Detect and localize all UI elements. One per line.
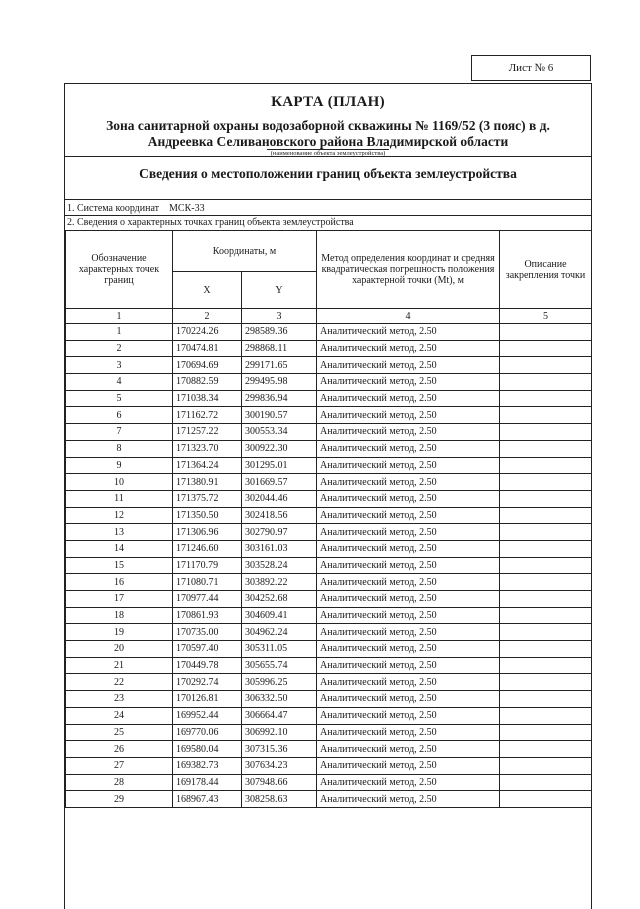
cell-y: 301295.01: [242, 457, 317, 474]
cell-point-number: 6: [66, 407, 173, 424]
table-row: [66, 324, 592, 341]
cell-x: 169952.44: [173, 707, 242, 724]
cell-y: 307315.36: [242, 741, 317, 758]
title-block: [65, 84, 591, 157]
sheet-number: [471, 55, 591, 81]
column-index-1: 1: [66, 309, 173, 324]
cell-y: 303161.03: [242, 540, 317, 557]
cell-x: 171170.79: [173, 557, 242, 574]
cell-y: 299495.98: [242, 374, 317, 391]
cell-method: Аналитический метод, 2.50: [317, 557, 500, 574]
cell-y: 304252.68: [242, 591, 317, 608]
cell-method: Аналитический метод, 2.50: [317, 540, 500, 557]
table-row: [66, 424, 592, 441]
document-frame: [64, 83, 592, 909]
cell-method: Аналитический метод, 2.50: [317, 507, 500, 524]
column-index-2: 2: [173, 309, 242, 324]
cell-y: 302790.97: [242, 524, 317, 541]
coordinate-system-value: МСК-33: [169, 203, 205, 214]
table-row: [66, 390, 592, 407]
column-header-description: Описание закрепления точки: [500, 231, 592, 309]
cell-point-number: 2: [66, 340, 173, 357]
cell-x: 171038.34: [173, 390, 242, 407]
cell-y: 300190.57: [242, 407, 317, 424]
cell-method: Аналитический метод, 2.50: [317, 657, 500, 674]
table-row: [66, 641, 592, 658]
cell-method: Аналитический метод, 2.50: [317, 390, 500, 407]
cell-method: Аналитический метод, 2.50: [317, 641, 500, 658]
cell-point-number: 4: [66, 374, 173, 391]
cell-y: 305996.25: [242, 674, 317, 691]
cell-point-number: 18: [66, 607, 173, 624]
object-name-caption: [65, 150, 591, 157]
object-name-line-1: Зона санитарной охраны водозаборной скважины № 1169/52 (3 пояс) в д.: [106, 118, 550, 133]
cell-description: [500, 424, 592, 441]
cell-x: 168967.43: [173, 791, 242, 808]
cell-x: 171257.22: [173, 424, 242, 441]
table-row: [66, 407, 592, 424]
section-header: [65, 157, 591, 200]
cell-point-number: 8: [66, 440, 173, 457]
cell-description: [500, 741, 592, 758]
cell-x: 171080.71: [173, 574, 242, 591]
cell-description: [500, 490, 592, 507]
cell-x: 170977.44: [173, 591, 242, 608]
cell-description: [500, 474, 592, 491]
cell-point-number: 25: [66, 724, 173, 741]
cell-x: 169580.04: [173, 741, 242, 758]
table-row: [66, 657, 592, 674]
cell-x: 169770.06: [173, 724, 242, 741]
cell-description: [500, 624, 592, 641]
cell-method: Аналитический метод, 2.50: [317, 574, 500, 591]
cell-x: 169382.73: [173, 757, 242, 774]
cell-method: Аналитический метод, 2.50: [317, 490, 500, 507]
cell-point-number: 20: [66, 641, 173, 658]
cell-method: Аналитический метод, 2.50: [317, 440, 500, 457]
column-header-method: Метод определения координат и средняя квадратическая погрешность положения характерной точки (Mt), м: [317, 231, 500, 309]
cell-method: Аналитический метод, 2.50: [317, 524, 500, 541]
column-index-3: 3: [242, 309, 317, 324]
cell-point-number: 9: [66, 457, 173, 474]
cell-description: [500, 507, 592, 524]
cell-x: 170694.69: [173, 357, 242, 374]
divider: [65, 215, 591, 216]
cell-description: [500, 557, 592, 574]
cell-method: Аналитический метод, 2.50: [317, 374, 500, 391]
cell-x: 170597.40: [173, 641, 242, 658]
document-title: КАРТА (ПЛАН): [271, 94, 385, 110]
cell-y: 300922.30: [242, 440, 317, 457]
cell-description: [500, 591, 592, 608]
cell-x: 171162.72: [173, 407, 242, 424]
cell-method: Аналитический метод, 2.50: [317, 407, 500, 424]
cell-point-number: 19: [66, 624, 173, 641]
table-row: [66, 774, 592, 791]
cell-method: Аналитический метод, 2.50: [317, 607, 500, 624]
sheet-number-label: Лист № 6: [508, 62, 554, 74]
cell-method: Аналитический метод, 2.50: [317, 340, 500, 357]
cell-method: Аналитический метод, 2.50: [317, 674, 500, 691]
cell-method: Аналитический метод, 2.50: [317, 791, 500, 808]
cell-description: [500, 324, 592, 341]
cell-description: [500, 757, 592, 774]
cell-point-number: 7: [66, 424, 173, 441]
cell-description: [500, 440, 592, 457]
cell-method: Аналитический метод, 2.50: [317, 324, 500, 341]
cell-y: 300553.34: [242, 424, 317, 441]
cell-description: [500, 674, 592, 691]
cell-method: Аналитический метод, 2.50: [317, 774, 500, 791]
cell-point-number: 21: [66, 657, 173, 674]
cell-x: 171323.70: [173, 440, 242, 457]
table-row: [66, 741, 592, 758]
cell-x: 171380.91: [173, 474, 242, 491]
cell-description: [500, 340, 592, 357]
cell-y: 302044.46: [242, 490, 317, 507]
cell-point-number: 15: [66, 557, 173, 574]
cell-y: 303892.22: [242, 574, 317, 591]
cell-x: 170474.81: [173, 340, 242, 357]
cell-description: [500, 774, 592, 791]
cell-y: 306992.10: [242, 724, 317, 741]
table-row: [66, 574, 592, 591]
table-row: [66, 674, 592, 691]
cell-method: Аналитический метод, 2.50: [317, 724, 500, 741]
cell-point-number: 29: [66, 791, 173, 808]
table-row: [66, 474, 592, 491]
cell-method: Аналитический метод, 2.50: [317, 424, 500, 441]
cell-y: 299171.65: [242, 357, 317, 374]
cell-x: 170449.78: [173, 657, 242, 674]
cell-description: [500, 390, 592, 407]
table-row: [66, 457, 592, 474]
cell-x: 171306.96: [173, 524, 242, 541]
cell-x: 171375.72: [173, 490, 242, 507]
cell-x: 170126.81: [173, 691, 242, 708]
cell-description: [500, 457, 592, 474]
cell-method: Аналитический метод, 2.50: [317, 357, 500, 374]
cell-y: 305311.05: [242, 641, 317, 658]
cell-y: 304609.41: [242, 607, 317, 624]
cell-point-number: 17: [66, 591, 173, 608]
table-row: [66, 524, 592, 541]
object-name-caption-text: (наименование объекта землеустройства): [267, 149, 390, 157]
cell-method: Аналитический метод, 2.50: [317, 741, 500, 758]
cell-x: 170735.00: [173, 624, 242, 641]
column-header-x: X: [173, 272, 242, 309]
cell-point-number: 11: [66, 490, 173, 507]
cell-description: [500, 540, 592, 557]
table-row: [66, 624, 592, 641]
cell-point-number: 13: [66, 524, 173, 541]
section-title: Сведения о местоположении границ объекта землеустройства: [139, 166, 517, 181]
table-row: [66, 557, 592, 574]
cell-description: [500, 407, 592, 424]
cell-method: Аналитический метод, 2.50: [317, 457, 500, 474]
cell-description: [500, 374, 592, 391]
cell-description: [500, 524, 592, 541]
cell-description: [500, 574, 592, 591]
cell-y: 302418.56: [242, 507, 317, 524]
cell-point-number: 14: [66, 540, 173, 557]
cell-point-number: 22: [66, 674, 173, 691]
cell-description: [500, 724, 592, 741]
cell-y: 307634.23: [242, 757, 317, 774]
cell-point-number: 3: [66, 357, 173, 374]
cell-y: 299836.94: [242, 390, 317, 407]
column-index-4: 4: [317, 309, 500, 324]
cell-x: 170882.59: [173, 374, 242, 391]
table-row: [66, 440, 592, 457]
cell-x: 170292.74: [173, 674, 242, 691]
table-row: [66, 707, 592, 724]
cell-method: Аналитический метод, 2.50: [317, 624, 500, 641]
cell-description: [500, 357, 592, 374]
cell-method: Аналитический метод, 2.50: [317, 474, 500, 491]
cell-point-number: 16: [66, 574, 173, 591]
table-row: [66, 757, 592, 774]
cell-x: 171350.50: [173, 507, 242, 524]
object-name-line-2: Андреевка Селивановского района Владимирской области: [147, 134, 509, 149]
cell-description: [500, 791, 592, 808]
cell-x: 170861.93: [173, 607, 242, 624]
table-row: [66, 540, 592, 557]
cell-y: 306332.50: [242, 691, 317, 708]
cell-y: 301669.57: [242, 474, 317, 491]
cell-point-number: 27: [66, 757, 173, 774]
cell-y: 304962.24: [242, 624, 317, 641]
cell-method: Аналитический метод, 2.50: [317, 691, 500, 708]
cell-point-number: 28: [66, 774, 173, 791]
cell-point-number: 5: [66, 390, 173, 407]
table-row: [66, 507, 592, 524]
cell-x: 169178.44: [173, 774, 242, 791]
table-row: [66, 340, 592, 357]
column-header-coordinates: Координаты, м: [173, 231, 317, 272]
column-header-point: Обозначение характерных точек границ: [66, 231, 173, 309]
points-heading: 2. Сведения о характерных точках границ объекта землеустройства: [67, 217, 354, 228]
cell-y: 308258.63: [242, 791, 317, 808]
cell-y: 307948.66: [242, 774, 317, 791]
cell-x: 171364.24: [173, 457, 242, 474]
cell-point-number: 1: [66, 324, 173, 341]
cell-y: 298589.36: [242, 324, 317, 341]
cell-point-number: 26: [66, 741, 173, 758]
table-row: [66, 591, 592, 608]
cell-description: [500, 657, 592, 674]
table-body: [66, 324, 592, 808]
coordinate-system-label: 1. Система координат: [67, 203, 160, 214]
cell-method: Аналитический метод, 2.50: [317, 757, 500, 774]
cell-x: 170224.26: [173, 324, 242, 341]
table-row: [66, 724, 592, 741]
cell-point-number: 23: [66, 691, 173, 708]
cell-x: 171246.60: [173, 540, 242, 557]
cell-point-number: 10: [66, 474, 173, 491]
cell-method: Аналитический метод, 2.50: [317, 591, 500, 608]
cell-y: 298868.11: [242, 340, 317, 357]
cell-y: 305655.74: [242, 657, 317, 674]
cell-point-number: 12: [66, 507, 173, 524]
cell-description: [500, 707, 592, 724]
cell-description: [500, 607, 592, 624]
table-row: [66, 607, 592, 624]
column-index-5: 5: [500, 309, 592, 324]
cell-description: [500, 641, 592, 658]
table-row: [66, 357, 592, 374]
column-header-y: Y: [242, 272, 317, 309]
table-row: [66, 374, 592, 391]
table-row: [66, 791, 592, 808]
coordinate-system-line: [67, 203, 205, 214]
cell-y: 306664.47: [242, 707, 317, 724]
boundary-points-table: [65, 230, 592, 808]
table-row: [66, 691, 592, 708]
cell-point-number: 24: [66, 707, 173, 724]
cell-y: 303528.24: [242, 557, 317, 574]
cell-method: Аналитический метод, 2.50: [317, 707, 500, 724]
table-row: [66, 490, 592, 507]
cell-description: [500, 691, 592, 708]
